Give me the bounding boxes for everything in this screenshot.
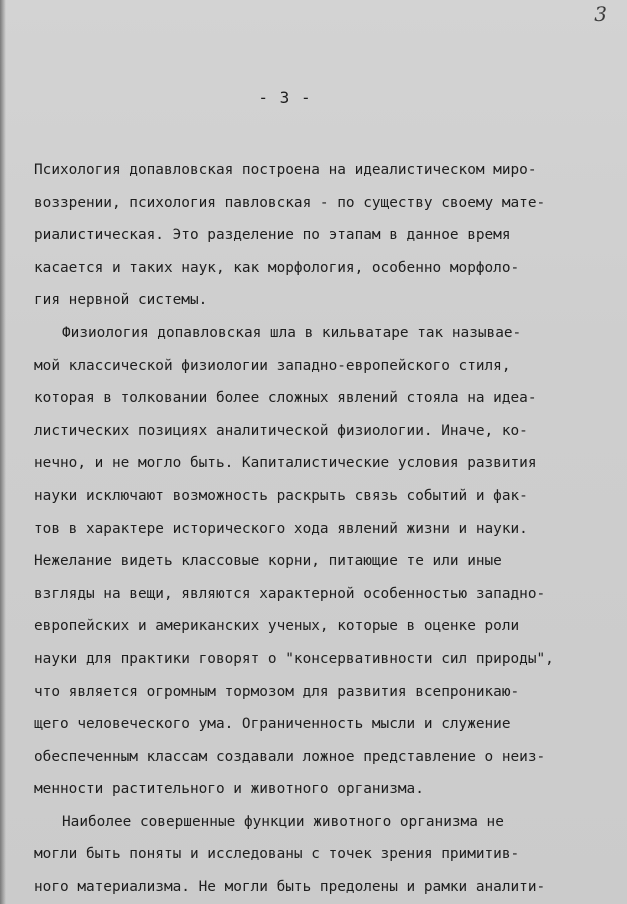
text-line: касается и таких наук, как морфология, особенно морфоло- — [34, 259, 520, 276]
text-line: тов в характере исторического хода явлений жизни и науки. — [34, 520, 528, 537]
text-line: Наиболее совершенные функции животного организма не — [62, 813, 504, 830]
text-line: которая в толковании более сложных явлений стояла на идеа- — [34, 390, 537, 407]
text-line: взгляды на вещи, являются характерной особенностью западно- — [34, 585, 546, 602]
text-line: щего человеческого ума. Ограниченность мысли и служение — [34, 716, 511, 733]
text-line: могли быть поняты и исследованы с точек зрения примитив- — [34, 846, 520, 863]
text-line: гия нервной системы. — [34, 292, 208, 309]
text-line: обеспеченным классам создавали ложное представление о неиз- — [34, 748, 546, 765]
text-line: Нежелание видеть классовые корни, питающие те или иные — [34, 553, 502, 570]
text-line: Физиология допавловская шла в кильватаре так называе- — [62, 324, 522, 341]
scan-edge-shadow — [0, 0, 6, 904]
text-line: мой классической физиологии западно-европейского стиля, — [34, 357, 511, 374]
handwritten-page-mark: 3 — [594, 2, 607, 26]
text-line: науки исключают возможность раскрыть связь событий и фак- — [34, 487, 528, 504]
text-line: что является огромным тормозом для развития всепроникаю- — [34, 683, 520, 700]
text-line: науки для практики говорят о "консервативности сил природы", — [34, 650, 554, 667]
text-line: листических позициях аналитической физиологии. Иначе, ко- — [34, 422, 528, 439]
text-line: нечно, и не могло быть. Капиталистические условия развития — [34, 455, 537, 472]
document-body — [34, 154, 614, 904]
text-line: риалистическая. Это разделение по этапам в данное время — [34, 227, 511, 244]
text-line: ного материализма. Не могли быть предолены и рамки аналити- — [34, 879, 546, 896]
page-number: - 3 - — [258, 88, 312, 107]
text-line: менности растительного и животного организма. — [34, 781, 424, 798]
text-line: Психология допавловская построена на идеалистическом миро- — [34, 162, 537, 178]
text-line: воззрении, психология павловская - по существу своему мате- — [34, 194, 546, 211]
text-line: европейских и американских ученых, которые в оценке роли — [34, 618, 520, 635]
